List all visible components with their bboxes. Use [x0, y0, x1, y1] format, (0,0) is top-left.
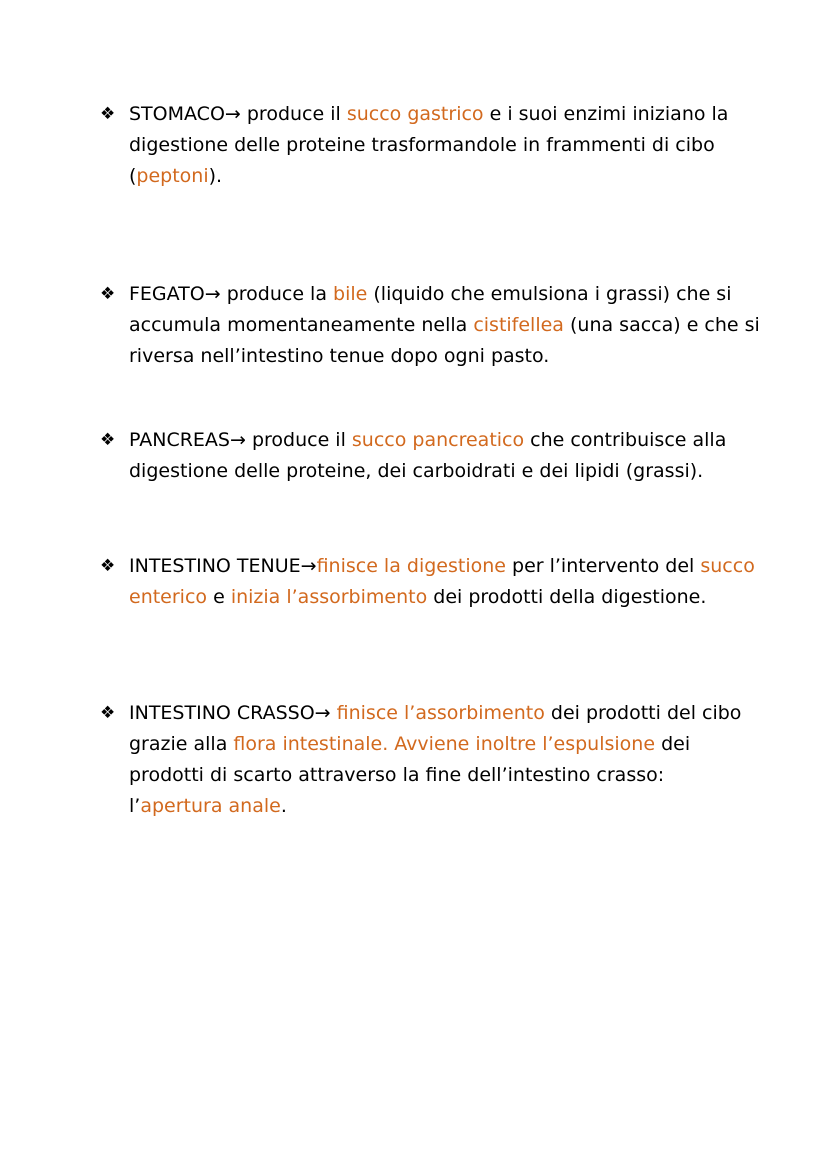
text-segment: .	[280, 795, 287, 817]
highlight-segment: succo enterico	[129, 555, 755, 608]
highlight-segment: peptoni	[136, 165, 209, 187]
text-segment: dei prodotti della digestione.	[427, 586, 707, 608]
text-segment: ).	[208, 165, 223, 187]
diamond-bullet-icon: ❖	[100, 284, 116, 304]
text-segment: INTESTINO TENUE→	[129, 555, 317, 577]
item-text	[129, 279, 760, 372]
diamond-bullet-icon: ❖	[100, 430, 116, 450]
text-segment: e	[207, 586, 231, 608]
list-item-fegato	[100, 279, 760, 372]
highlight-segment: cistifellea	[473, 314, 564, 336]
text-segment: STOMACO→ produce il	[129, 103, 347, 125]
item-text	[129, 551, 760, 613]
highlight-segment: succo pancreatico	[351, 429, 525, 451]
text-segment: FEGATO→ produce la	[129, 283, 334, 305]
text-segment: per l’intervento del	[505, 555, 701, 577]
text-segment: INTESTINO CRASSO→	[129, 702, 337, 724]
highlight-segment: finisce l’assorbimento	[336, 702, 545, 724]
highlight-segment: apertura anale	[140, 795, 281, 817]
highlight-segment: inizia l’assorbimento	[230, 586, 428, 608]
diamond-bullet-icon: ❖	[100, 703, 116, 723]
list-item-intestino-crasso	[100, 698, 760, 822]
text-segment: PANCREAS→ produce il	[129, 429, 352, 451]
text-segment: che contribuisce alla digestione delle proteine, dei carboidrati e dei lipidi (grassi).	[129, 429, 727, 482]
diamond-bullet-icon: ❖	[100, 556, 116, 576]
highlight-segment: succo gastrico	[346, 103, 484, 125]
diamond-bullet-icon: ❖	[100, 104, 116, 124]
text-segment: dei prodotti del cibo grazie alla	[129, 702, 742, 755]
item-text	[129, 425, 760, 487]
list-item-intestino-tenue	[100, 551, 760, 613]
item-text	[129, 698, 760, 822]
highlight-segment: finisce la digestione	[316, 555, 506, 577]
highlight-segment: flora intestinale. Avviene inoltre l’espulsione	[233, 733, 656, 755]
text-segment: (liquido che emulsiona i grassi) che si accumula momentaneamente nella	[129, 283, 732, 336]
item-text	[129, 99, 760, 192]
text-segment: dei prodotti di scarto attraverso la fine dell’intestino crasso: l’	[129, 733, 691, 817]
highlight-segment: bile	[333, 283, 368, 305]
list-item-pancreas	[100, 425, 760, 487]
list-item-stomaco	[100, 99, 760, 192]
text-segment: e i suoi enzimi iniziano la digestione delle proteine trasformandole in frammenti di cibo (	[129, 103, 729, 187]
text-segment: (una sacca) e che si riversa nell’intestino tenue dopo ogni pasto.	[129, 314, 760, 367]
